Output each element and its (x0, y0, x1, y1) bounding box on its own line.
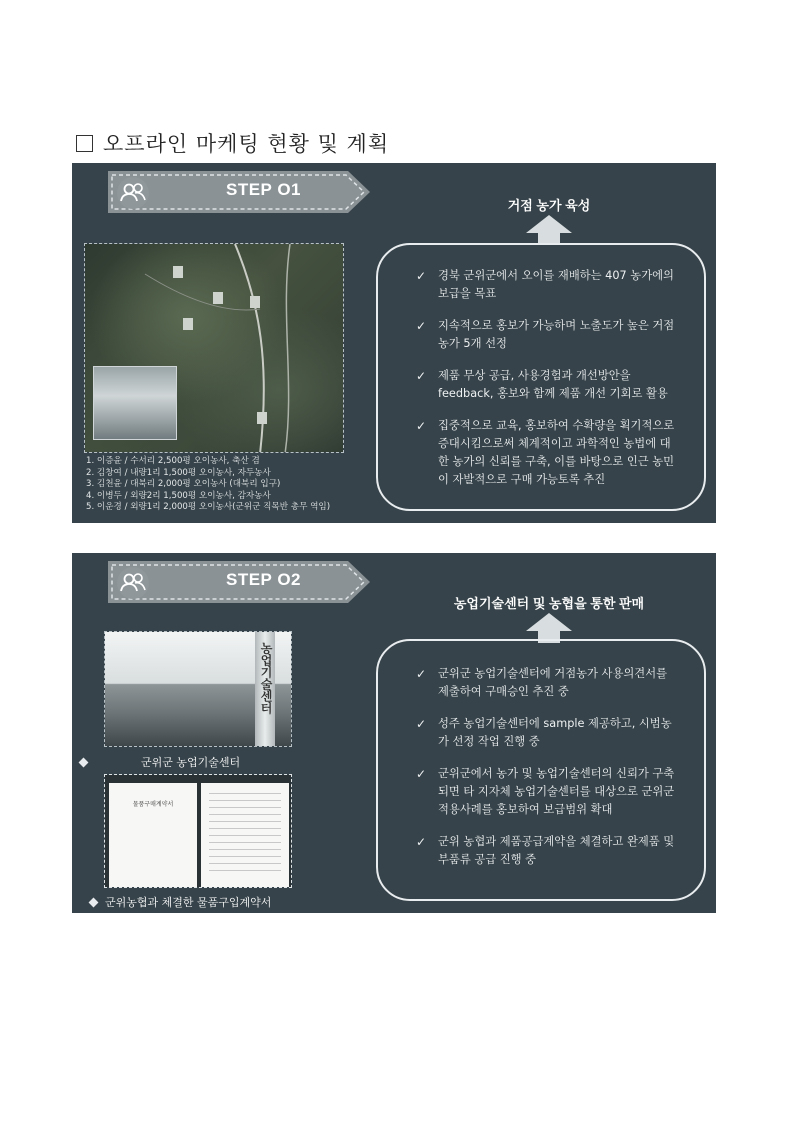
section-heading (76, 128, 389, 158)
step1-goal-title: 거점 농가 육성 (507, 198, 591, 213)
farm-list-item: 4. 이병두 / 외량2리 1,500평 오이농사, 감자농사 (86, 490, 271, 501)
contract-caption (90, 894, 271, 910)
greenhouse-photo (93, 366, 177, 440)
step2-goal-title: 농업기술센터 및 농협을 통한 판매 (453, 596, 645, 611)
farm-list (86, 456, 330, 514)
bullet-item: ✓ 경북 군위군에서 오이를 재배하는 407 농가에의 보급을 목표 (416, 269, 674, 300)
checkbox-square-icon (76, 135, 93, 152)
section-heading-text: 오프라인 마케팅 현황 및 계획 (103, 132, 390, 156)
diamond-bullet-icon (79, 757, 89, 767)
farm-list-item: 2. 김창여 / 내량1리 1,500평 오이농사, 자두농사 (86, 467, 271, 478)
bullet-item: ✓ 군위 농협과 제품공급계약을 체결하고 완제품 및 부품류 공급 진행 중 (416, 835, 675, 866)
step1-banner (108, 171, 370, 213)
people-icon (117, 567, 149, 599)
step2-bullet-list (416, 665, 678, 883)
checkmark-icon: ✓ (416, 767, 427, 781)
checkmark-icon: ✓ (416, 835, 427, 849)
bullet-item: ✓ 성주 농업기술센터에 sample 제공하고, 시범농가 선정 작업 진행 중 (416, 717, 672, 748)
bullet-item: ✓ 지속적으로 홍보가 가능하며 노출도가 높은 거점 농가 5개 선정 (416, 319, 675, 350)
step2-panel (72, 553, 716, 913)
checkmark-icon: ✓ (416, 717, 427, 731)
farm-list-item: 5. 이운경 / 외량1리 2,000평 오이농사(군위군 직목반 총무 역임) (86, 502, 331, 512)
checkmark-icon: ✓ (416, 419, 427, 433)
bullet-item: ✓ 군위군 농업기술센터에 거점농가 사용의견서를 제출하여 구매승인 추진 중 (416, 667, 668, 698)
step2-label: STEP O2 (226, 570, 301, 589)
contract-page-right (201, 783, 289, 887)
step1-label: STEP O1 (226, 180, 301, 199)
contract-photo (104, 774, 292, 888)
checkmark-icon: ✓ (416, 369, 427, 383)
bullet-item: ✓ 집중적으로 교육, 홍보하여 수확량을 획기적으로 증대시킴으로써 체계적이고 과학적인 농법에 대한 농가의 신뢰를 구축, 이를 바탕으로 인근 농민이 자발적으로 구매 가능토록 추진 (416, 419, 675, 486)
contract-caption-text: 군위농협과 체결한 물품구입계약서 (105, 896, 272, 909)
contract-title: 물품구매계약서 (132, 801, 174, 808)
people-icon (117, 177, 149, 209)
farm-list-item: 3. 김천윤 / 대북리 2,000평 오이농사 (대북리 입구) (86, 479, 281, 489)
checkmark-icon: ✓ (416, 667, 427, 681)
tech-center-photo (104, 631, 292, 747)
step1-panel (72, 163, 716, 523)
diamond-bullet-icon (89, 897, 99, 907)
farm-list-item: 1. 이증윤 / 수서리 2,500평 오이농사, 축산 겸 (86, 456, 260, 466)
farm-location-map (84, 243, 344, 453)
photo-caption (80, 754, 240, 770)
photo-caption-text: 군위군 농업기술센터 (141, 756, 241, 769)
step2-banner (108, 561, 370, 603)
step1-bullet-list (416, 267, 678, 503)
bullet-item: ✓ 제품 무상 공급, 사용경험과 개선방안을 feedback, 홍보와 함께 제품 개선 기회로 활용 (416, 369, 668, 400)
sign-text: 농업기술센터 (259, 642, 273, 714)
up-arrow-icon (514, 215, 584, 245)
checkmark-icon: ✓ (416, 319, 427, 333)
contract-page-left (109, 783, 197, 887)
bullet-item: ✓ 군위군에서 농가 및 농업기술센터의 신뢰가 구축되면 타 지자체 농업기술센터를 대상으로 군위군 적용사례를 홍보하여 보급범위 확대 (416, 767, 675, 816)
checkmark-icon: ✓ (416, 269, 427, 283)
